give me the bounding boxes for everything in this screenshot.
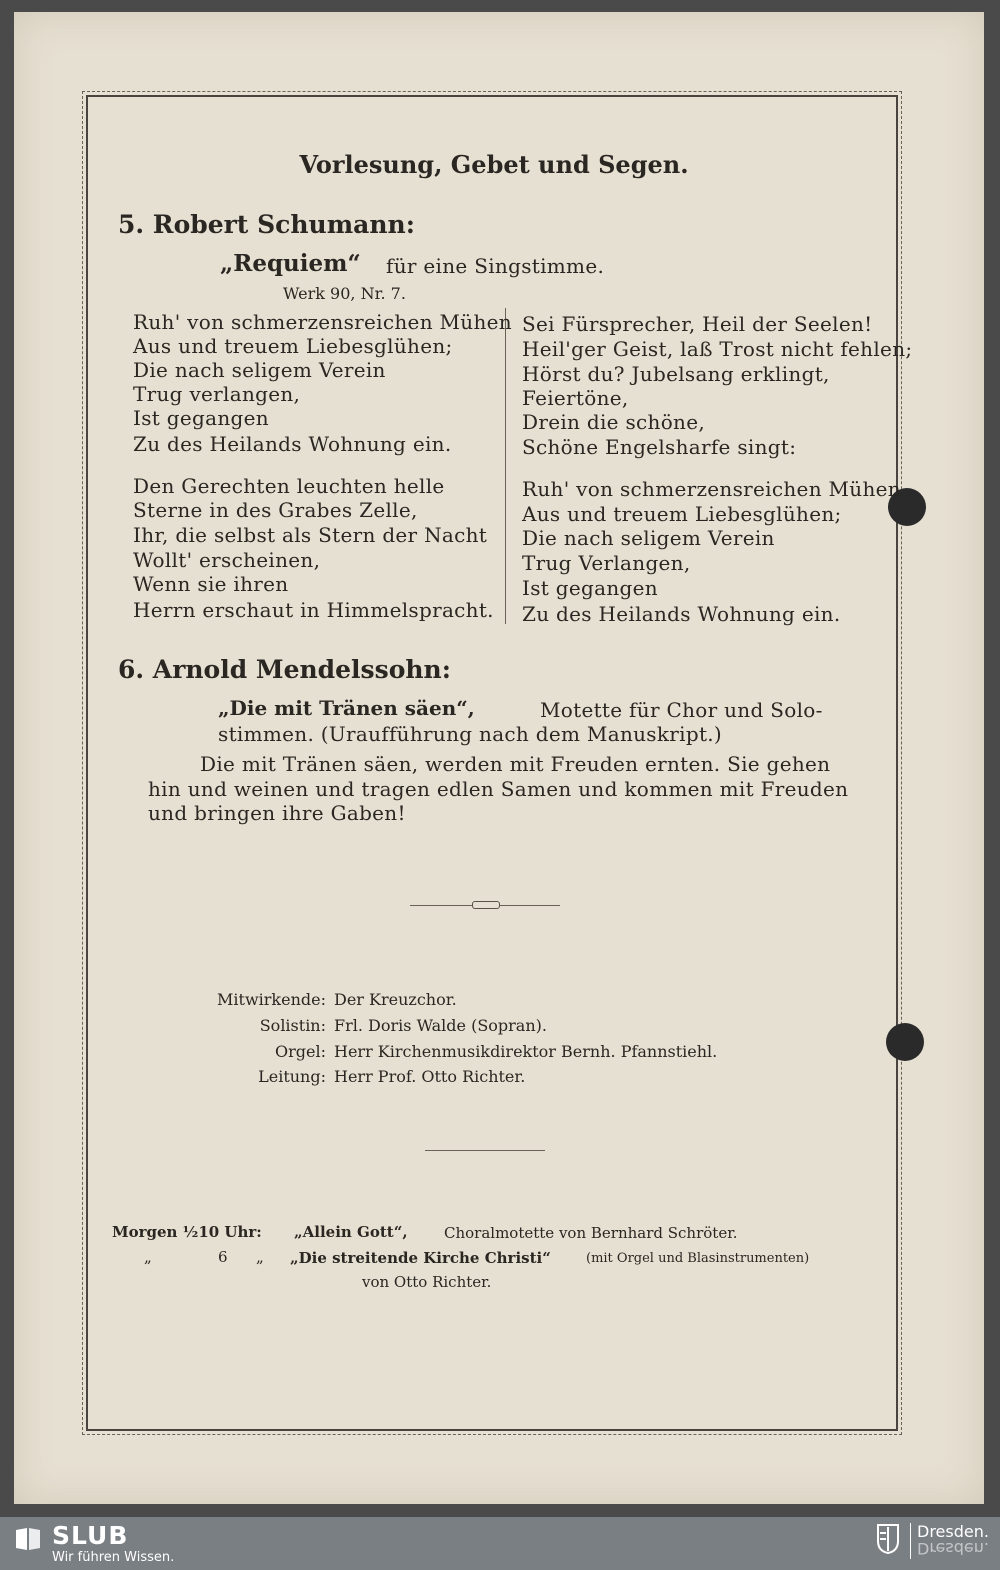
performer-name: Frl. Doris Walde (Sopran). <box>334 1016 547 1035</box>
verse-line: Die nach seligem Verein <box>133 358 386 382</box>
verse-line: Die nach seligem Verein <box>522 526 775 550</box>
divider-line <box>910 1523 911 1559</box>
announcement-text: von Otto Richter. <box>362 1273 492 1291</box>
verse-line: Heil'ger Geist, laß Trost nicht fehlen; <box>522 337 913 361</box>
dresden-crest-icon <box>876 1523 900 1555</box>
performer-role: Mitwirkende: <box>217 990 326 1009</box>
announcement-text: Choralmotette von Bernhard Schröter. <box>444 1224 738 1242</box>
verse-line: Hörst du? Jubelsang erklingt, <box>522 362 830 386</box>
work-subtitle: für eine Singstimme. <box>386 254 605 278</box>
section-5-title: 5. Robert Schumann: <box>118 210 415 239</box>
performer-name: Der Kreuzchor. <box>334 990 457 1009</box>
performer-role: Orgel: <box>275 1042 326 1061</box>
book-icon <box>14 1526 42 1552</box>
verse-line: Ruh' von schmerzensreichen Mühen <box>133 310 512 334</box>
verse-line: Sterne in des Grabes Zelle, <box>133 498 418 522</box>
performer-name: Herr Kirchenmusikdirektor Bernh. Pfannstiehl. <box>334 1042 718 1061</box>
slub-tagline: Wir führen Wissen. <box>52 1550 175 1565</box>
announcement-label: Morgen ½10 Uhr: <box>112 1223 262 1241</box>
verse-line: Ihr, die selbst als Stern der Nacht <box>133 523 488 547</box>
performer-role: Leitung: <box>258 1067 326 1086</box>
dresden-logo[interactable] <box>917 1523 989 1557</box>
motet-title: „Die mit Tränen säen“, <box>218 696 475 720</box>
dresden-wordmark: Dresden. <box>917 1522 989 1541</box>
dresden-wordmark-reflection: Dresden. <box>917 1539 989 1558</box>
motet-description: stimmen. (Uraufführung nach dem Manuskript.) <box>218 722 723 746</box>
punch-hole <box>886 1023 924 1061</box>
column-separator <box>505 308 506 624</box>
verse-line: Ruh' von schmerzensreichen Mühen <box>522 477 901 501</box>
verse-line: Den Gerechten leuchten helle <box>133 474 445 498</box>
performer-name: Herr Prof. Otto Richter. <box>334 1067 526 1086</box>
verse-line: Zu des Heilands Wohnung ein. <box>522 602 841 626</box>
announcement-title: „Die streitende Kirche Christi“ <box>290 1249 551 1267</box>
footer-bar <box>0 1517 1000 1570</box>
verse-line: Sei Fürsprecher, Heil der Seelen! <box>522 312 873 336</box>
divider-ornament <box>472 901 500 909</box>
announcement-ditto: „ <box>144 1248 152 1266</box>
verse-line: Aus und treuem Liebesglühen; <box>522 502 842 526</box>
verse-line: Drein die schöne, <box>522 410 706 434</box>
verse-line: Schöne Engelsharfe singt: <box>522 435 797 459</box>
verse-line: Ist gegangen <box>522 576 658 600</box>
performer-role: Solistin: <box>259 1016 326 1035</box>
slub-brand[interactable]: SLUB <box>52 1521 129 1550</box>
announcement-title: „Allein Gott“, <box>294 1223 408 1241</box>
verse-line: Trug Verlangen, <box>522 551 691 575</box>
announcement-time: 6 <box>218 1248 228 1266</box>
opus-number: Werk 90, Nr. 7. <box>283 284 406 303</box>
verse-line: Wollt' erscheinen, <box>133 548 321 572</box>
verse-line: Zu des Heilands Wohnung ein. <box>133 432 452 456</box>
verse-line: Herrn erschaut in Himmelspracht. <box>133 598 494 622</box>
announcement-text: (mit Orgel und Blasinstrumenten) <box>586 1251 810 1266</box>
page-heading: Vorlesung, Gebet und Segen. <box>299 150 689 179</box>
divider-line <box>425 1150 545 1151</box>
verse-line: Aus und treuem Liebesglühen; <box>133 334 453 358</box>
motet-description: Motette für Chor und Solo- <box>540 698 823 722</box>
motet-text-line: und bringen ihre Gaben! <box>148 801 406 825</box>
verse-line: Trug verlangen, <box>133 382 301 406</box>
announcement-ditto: „ <box>256 1248 264 1266</box>
verse-line: Wenn sie ihren <box>133 572 289 596</box>
work-title-requiem: „Requiem“ <box>220 250 361 277</box>
verse-line: Feiertöne, <box>522 386 629 410</box>
section-6-title: 6. Arnold Mendelssohn: <box>118 655 451 684</box>
verse-line: Ist gegangen <box>133 406 269 430</box>
motet-text-line: hin und weinen und tragen edlen Samen und kommen mit Freuden <box>148 777 849 801</box>
motet-text-line: Die mit Tränen säen, werden mit Freuden ernten. Sie gehen <box>200 752 831 776</box>
